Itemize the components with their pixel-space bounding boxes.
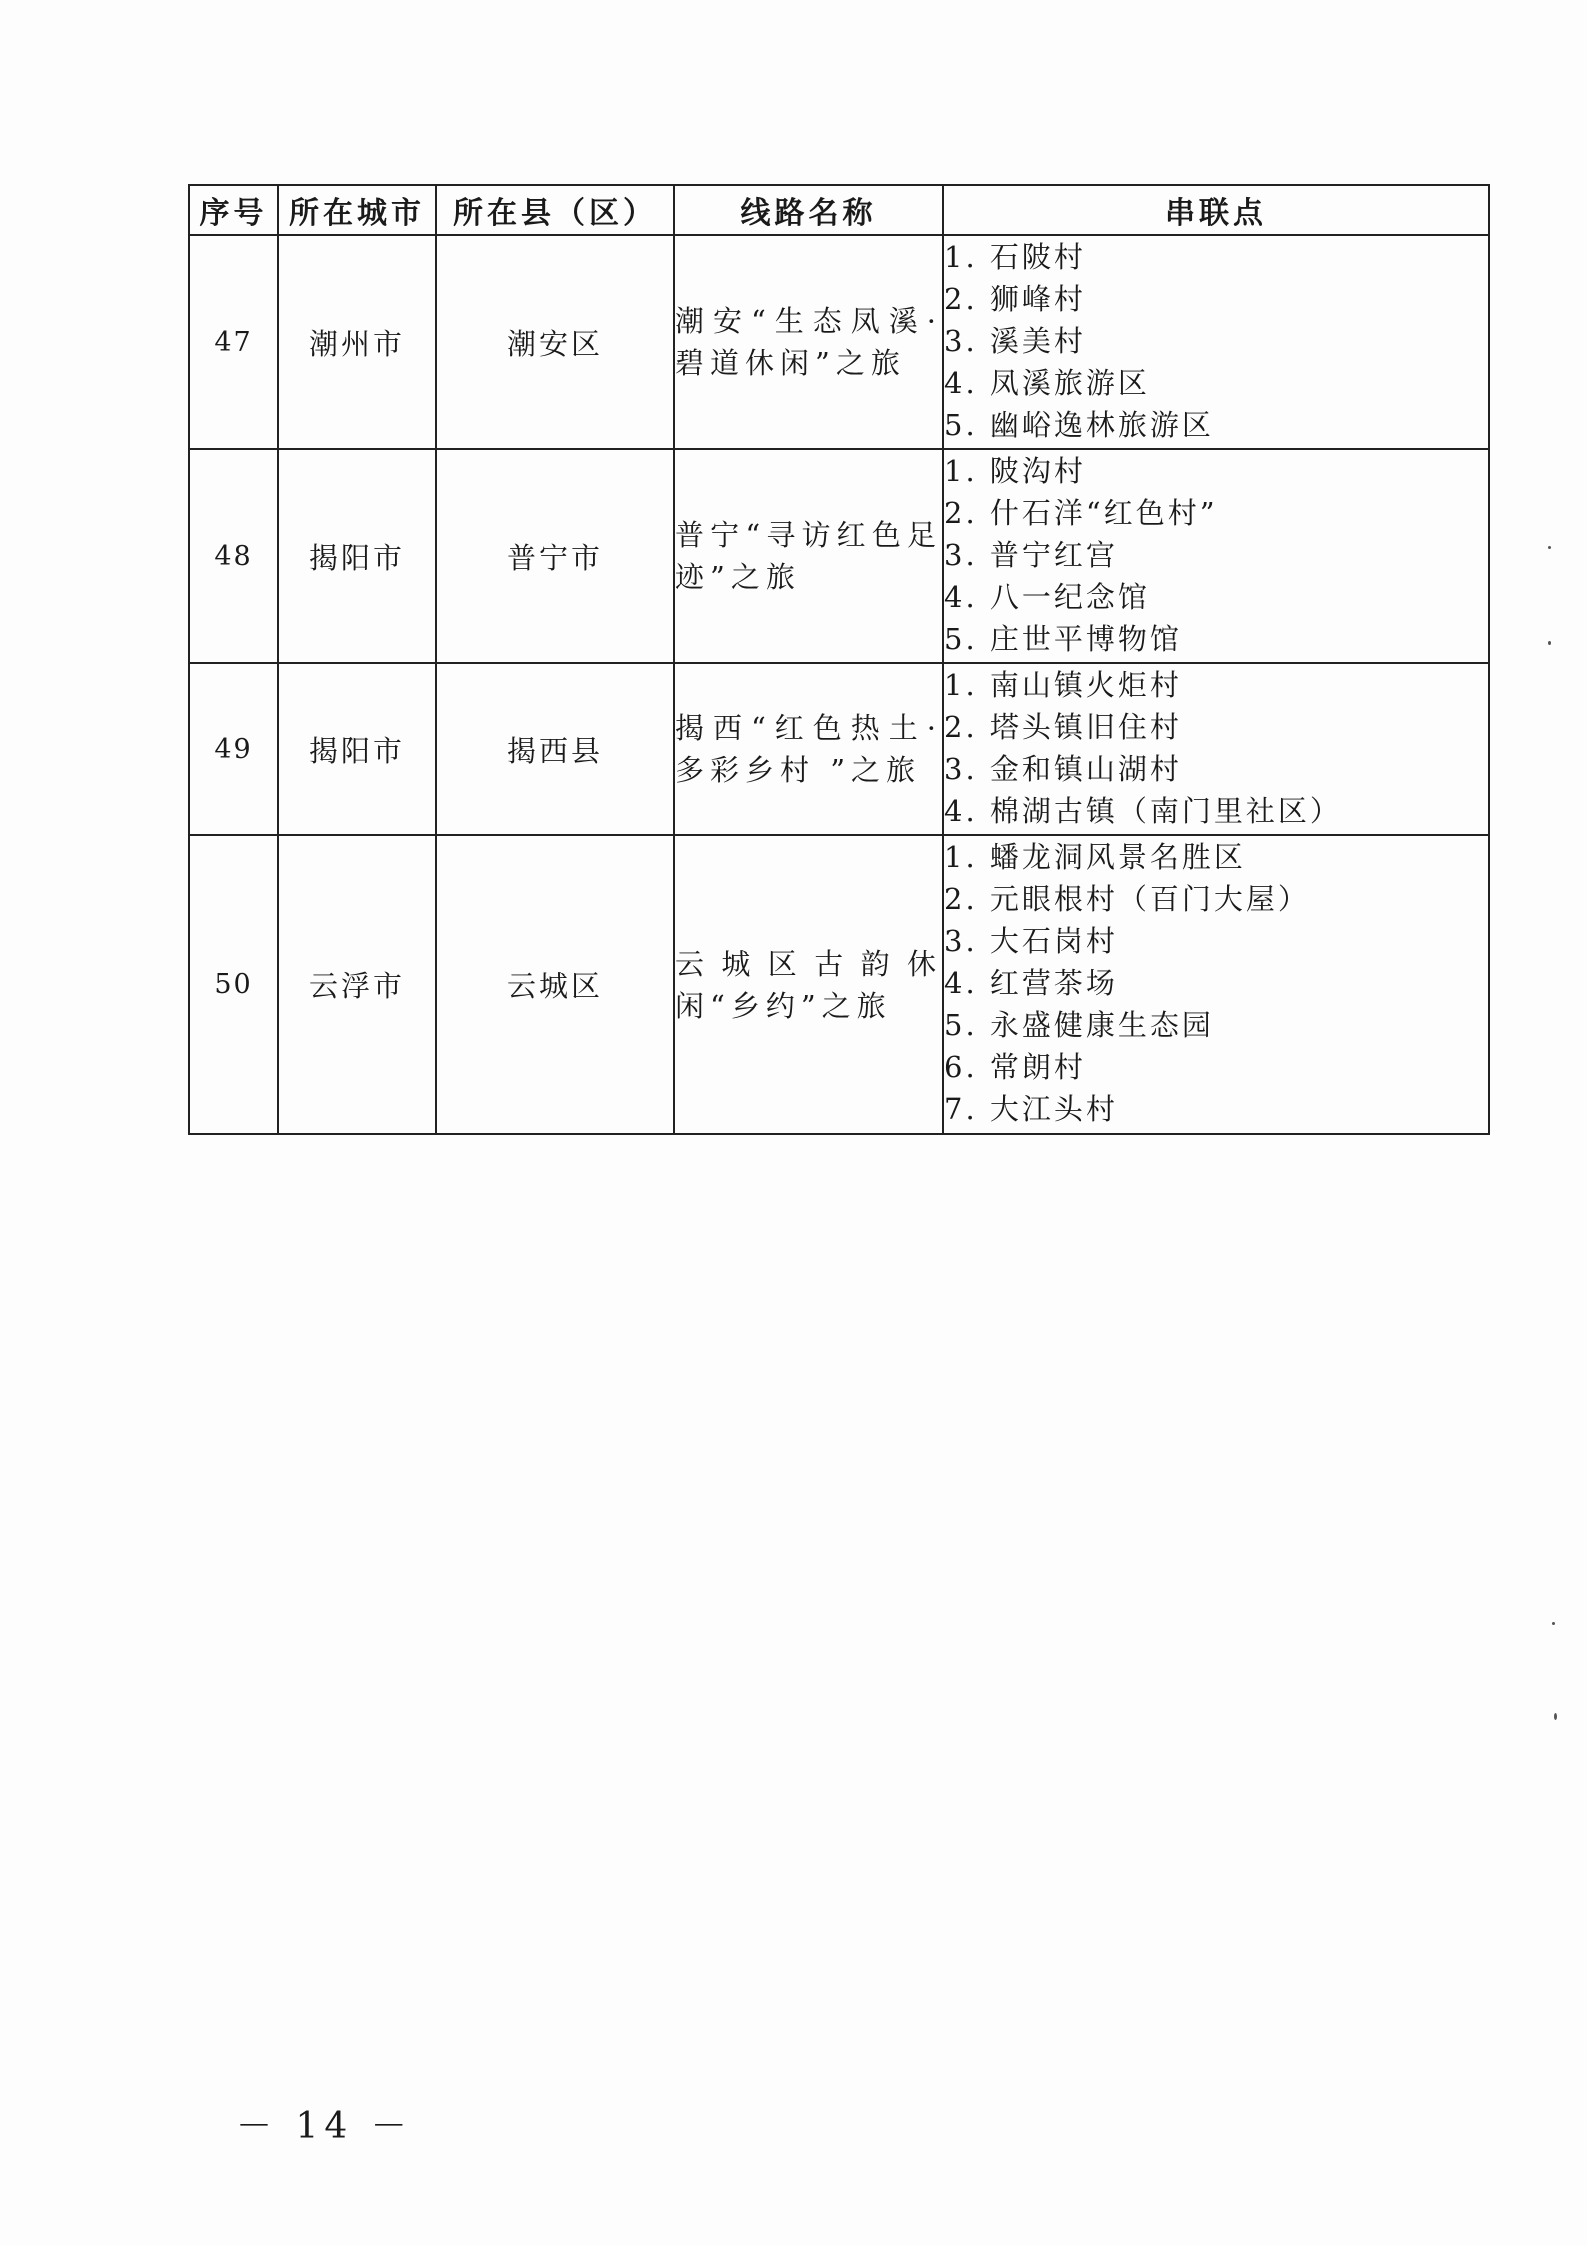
point-item: 3. 大石岗村 — [944, 924, 1118, 958]
row-county: 云城区 — [436, 835, 674, 1134]
row-points — [943, 449, 1489, 663]
scan-speck — [1554, 1713, 1557, 1720]
point-item: 5. 永盛健康生态园 — [944, 1008, 1214, 1042]
point-item: 6. 常朗村 — [944, 1050, 1086, 1084]
point-item: 1. 南山镇火炬村 — [944, 668, 1182, 702]
row-no: 50 — [189, 835, 278, 1134]
row-county: 揭西县 — [436, 663, 674, 835]
header-route: 线路名称 — [674, 185, 943, 235]
row-city: 揭阳市 — [278, 449, 436, 663]
point-item: 7. 大江头村 — [944, 1092, 1118, 1126]
point-item: 1. 石陂村 — [944, 240, 1086, 274]
row-county: 潮安区 — [436, 235, 674, 449]
point-item: 2. 塔头镇旧住村 — [944, 710, 1182, 744]
row-points — [943, 663, 1489, 835]
row-county: 普宁市 — [436, 449, 674, 663]
point-item: 1. 蟠龙洞风景名胜区 — [944, 840, 1246, 874]
header-city: 所在城市 — [278, 185, 436, 235]
scan-speck — [1548, 546, 1551, 549]
header-points: 串联点 — [943, 185, 1489, 235]
point-item: 1. 陂沟村 — [944, 454, 1086, 488]
point-item: 4. 八一纪念馆 — [944, 580, 1150, 614]
scan-speck — [1548, 641, 1551, 645]
table-header-row — [189, 185, 1489, 235]
header-no: 序号 — [189, 185, 278, 235]
point-item: 3. 金和镇山湖村 — [944, 752, 1182, 786]
point-item: 3. 普宁红宫 — [944, 538, 1118, 572]
page-number: － 14 － — [236, 2106, 413, 2147]
point-item: 4. 凤溪旅游区 — [944, 366, 1150, 400]
point-item: 2. 元眼根村（百门大屋） — [944, 882, 1310, 916]
table-row — [189, 835, 1489, 1134]
table-row — [189, 449, 1489, 663]
row-no: 49 — [189, 663, 278, 835]
point-item: 3. 溪美村 — [944, 324, 1086, 358]
point-item: 5. 庄世平博物馆 — [944, 622, 1182, 656]
row-no: 48 — [189, 449, 278, 663]
row-route: 潮安“生态凤溪·碧道休闲”之旅 — [674, 235, 943, 449]
point-item: 2. 什石洋“红色村” — [944, 496, 1218, 530]
scan-speck — [1552, 1622, 1555, 1625]
row-points — [943, 235, 1489, 449]
point-item: 2. 狮峰村 — [944, 282, 1086, 316]
row-route: 云城区古韵休闲“乡约”之旅 — [674, 835, 943, 1134]
row-city: 揭阳市 — [278, 663, 436, 835]
row-route: 普宁“寻访红色足迹”之旅 — [674, 449, 943, 663]
row-city: 云浮市 — [278, 835, 436, 1134]
row-no: 47 — [189, 235, 278, 449]
point-item: 5. 幽峪逸林旅游区 — [944, 408, 1214, 442]
row-city: 潮州市 — [278, 235, 436, 449]
table-row — [189, 235, 1489, 449]
row-points — [943, 835, 1489, 1134]
row-route: 揭西“红色热土·多彩乡村 ”之旅 — [674, 663, 943, 835]
table-row — [189, 663, 1489, 835]
header-county: 所在县（区） — [436, 185, 674, 235]
point-item: 4. 红营茶场 — [944, 966, 1118, 1000]
point-item: 4. 棉湖古镇（南门里社区） — [944, 794, 1342, 828]
routes-table — [188, 184, 1490, 1135]
